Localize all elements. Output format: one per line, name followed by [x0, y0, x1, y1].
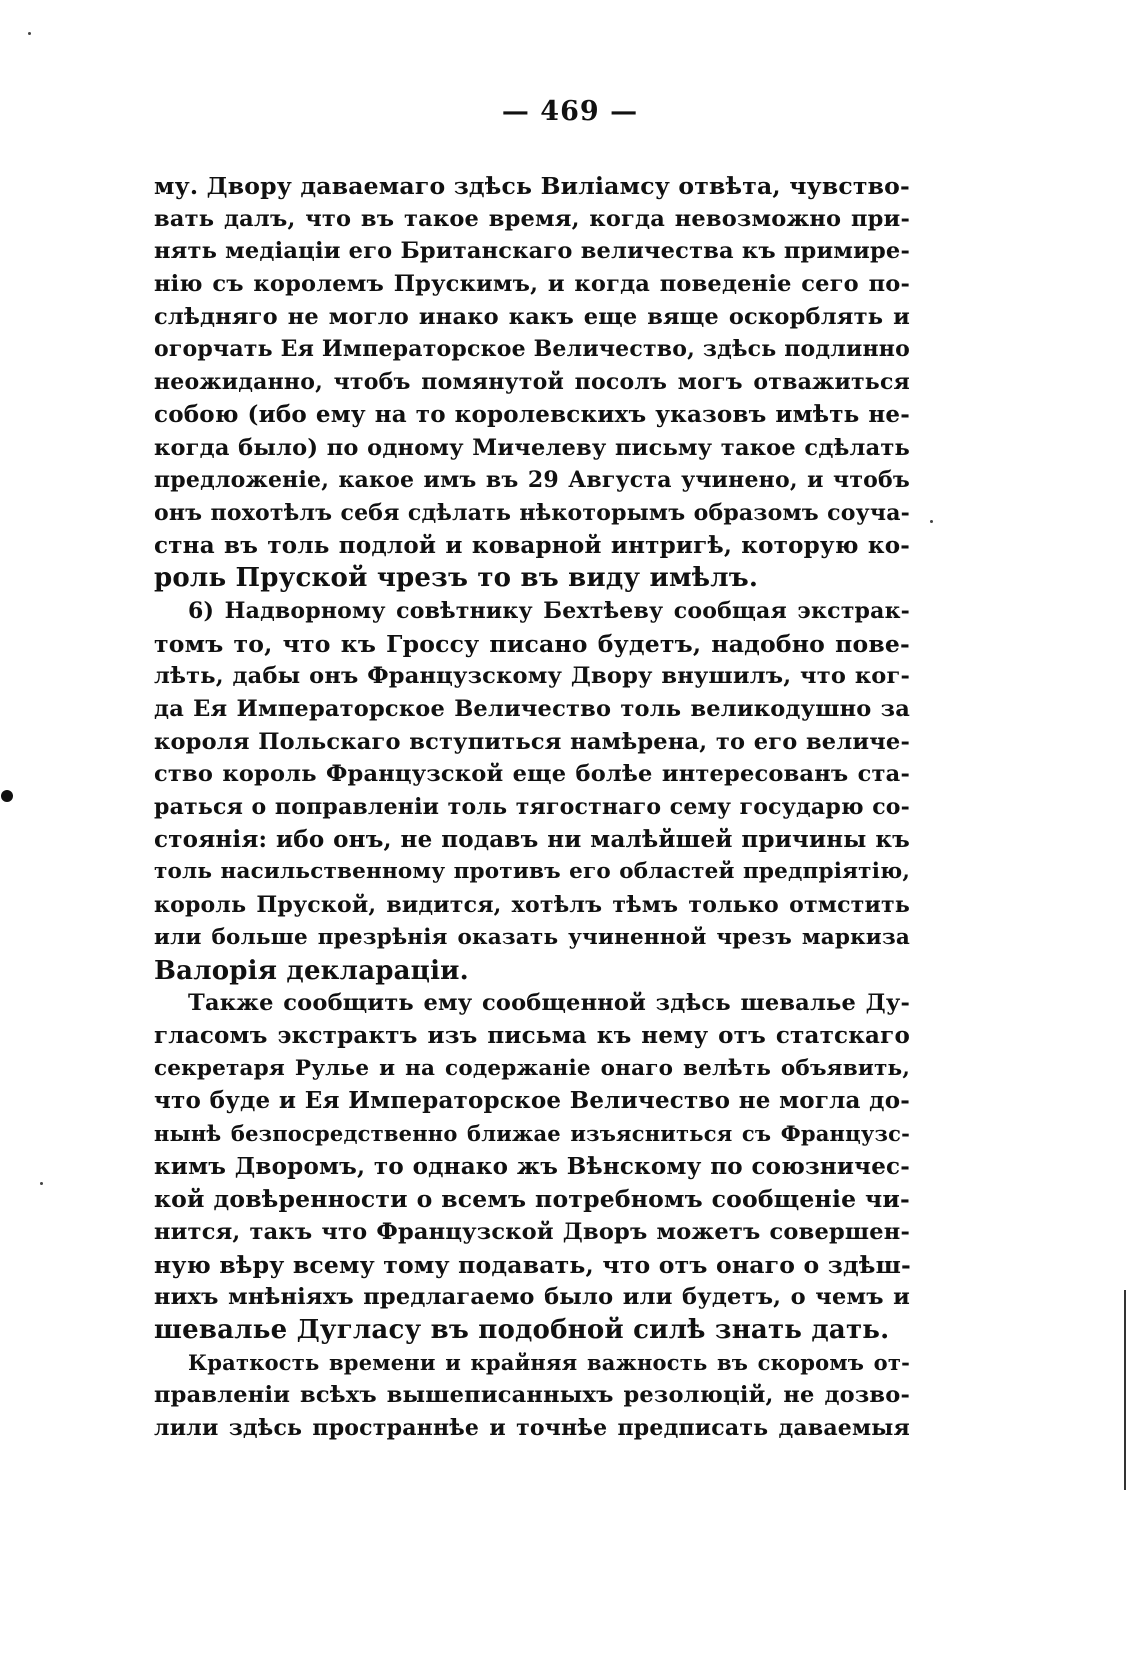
text-line: собою (ибо ему на то королевскихъ указовъ имѣть не-	[154, 400, 910, 428]
paragraph	[154, 987, 910, 1347]
text-line: Валорія деклараціи.	[154, 955, 469, 986]
text-line: король Пруской, видится, хотѣлъ тѣмъ только отмстить	[154, 892, 910, 919]
scan-speck	[930, 520, 933, 523]
text-line: ную вѣру всему тому подавать, что отъ онаго о здѣш-	[154, 1250, 911, 1279]
text-line: Краткость времени и крайняя важность въ скоромъ от-	[188, 1349, 910, 1375]
text-line: огорчать Ея Императорское Величество, здѣсь подлинно	[154, 336, 910, 363]
text-line: ство король Французской еще болѣе интересованъ ста-	[154, 761, 910, 788]
text-line: толь насильственному противъ его областей предпріятію,	[154, 859, 910, 885]
text-line: секретаря Рулье и на содержаніе онаго велѣть объявить,	[154, 1055, 910, 1081]
text-line: кимъ Дворомъ, то однако жъ Вѣнскому по союзничес-	[154, 1152, 910, 1180]
text-line: или больше презрѣнія оказать учиненной чрезъ маркиза	[154, 924, 910, 950]
scan-speck	[28, 32, 31, 35]
text-line: вать далъ, что въ такое время, когда невозможно при-	[154, 205, 910, 232]
text-line: нихъ мнѣніяхъ предлагаемо было или будетъ, о чемъ и	[154, 1284, 910, 1311]
text-line: кой довѣренности о всемъ потребномъ сообщеніе чи-	[154, 1185, 910, 1214]
text-line: правленіи всѣхъ вышеписанныхъ резолюцій, не дозво-	[154, 1382, 910, 1409]
text-line: слѣдняго не могло инако какъ еще вяще оскорблять и	[154, 303, 910, 330]
text-line: онъ похотѣлъ себя сдѣлать нѣкоторымъ образомъ соуча-	[154, 499, 910, 526]
text-line: лили здѣсь пространнѣе и точнѣе предписать даваемыя	[154, 1415, 910, 1442]
text-line: шевалье Дугласу въ подобной силѣ знать дать.	[154, 1315, 890, 1346]
text-line: предложеніе, какое имъ въ 29 Августа учинено, и чтобъ	[154, 467, 910, 494]
body-text	[154, 170, 910, 1445]
text-line: короля Польскаго вступиться намѣрена, то его величе-	[154, 728, 910, 755]
scan-speck	[40, 1182, 43, 1185]
scan-mark-dot	[1, 790, 13, 802]
text-line: когда было) по одному Мичелеву письму такое сдѣлать	[154, 434, 910, 461]
text-line: стна въ толь подлой и коварной интригѣ, которую ко-	[154, 531, 910, 559]
text-line: томъ то, что къ Гроссу писано будетъ, надобно пове-	[154, 629, 910, 658]
text-line: раться о поправленіи толь тягостнаго сему государю со-	[154, 794, 910, 821]
paragraph	[154, 170, 910, 595]
text-line: му. Двору даваемаго здѣсь Виліамсу отвѣта, чувство-	[154, 172, 910, 200]
text-line: да Ея Императорское Величество толь великодушно за	[154, 696, 910, 722]
text-line: гласомъ экстрактъ изъ письма къ нему отъ статскаго	[154, 1021, 910, 1049]
text-line: нится, такъ что Французской Дворъ можетъ совершен-	[154, 1219, 910, 1245]
text-line: что буде и Ея Императорское Величество не могла до-	[154, 1087, 910, 1115]
text-line: нять медіаціи его Британскаго величества къ примире-	[154, 238, 910, 265]
scan-edge-line	[1124, 1290, 1126, 1490]
text-line: неожиданно, чтобъ помянутой посолъ могъ отважиться	[154, 369, 910, 396]
page-number: — 469 —	[501, 96, 639, 127]
text-line: стоянія: ибо онъ, не подавъ ни малѣйшей причины къ	[154, 825, 910, 853]
text-line: 6) Надворному совѣтнику Бехтѣеву сообщая экстрак-	[188, 597, 910, 624]
text-line: лѣть, дабы онъ Французскому Двору внушилъ, что ког-	[154, 663, 910, 690]
text-line: Также сообщить ему сообщенной здѣсь шевалье Ду-	[188, 990, 910, 1017]
text-line: нынѣ безпосредственно ближае изъясниться съ Французс-	[154, 1120, 910, 1146]
text-line: роль Пруской чрезъ то въ виду имѣлъ.	[154, 563, 759, 594]
text-line: нію съ королемъ Прускимъ, и когда поведеніе сего по-	[154, 271, 910, 298]
paragraph	[154, 1347, 910, 1445]
paragraph	[154, 595, 910, 987]
